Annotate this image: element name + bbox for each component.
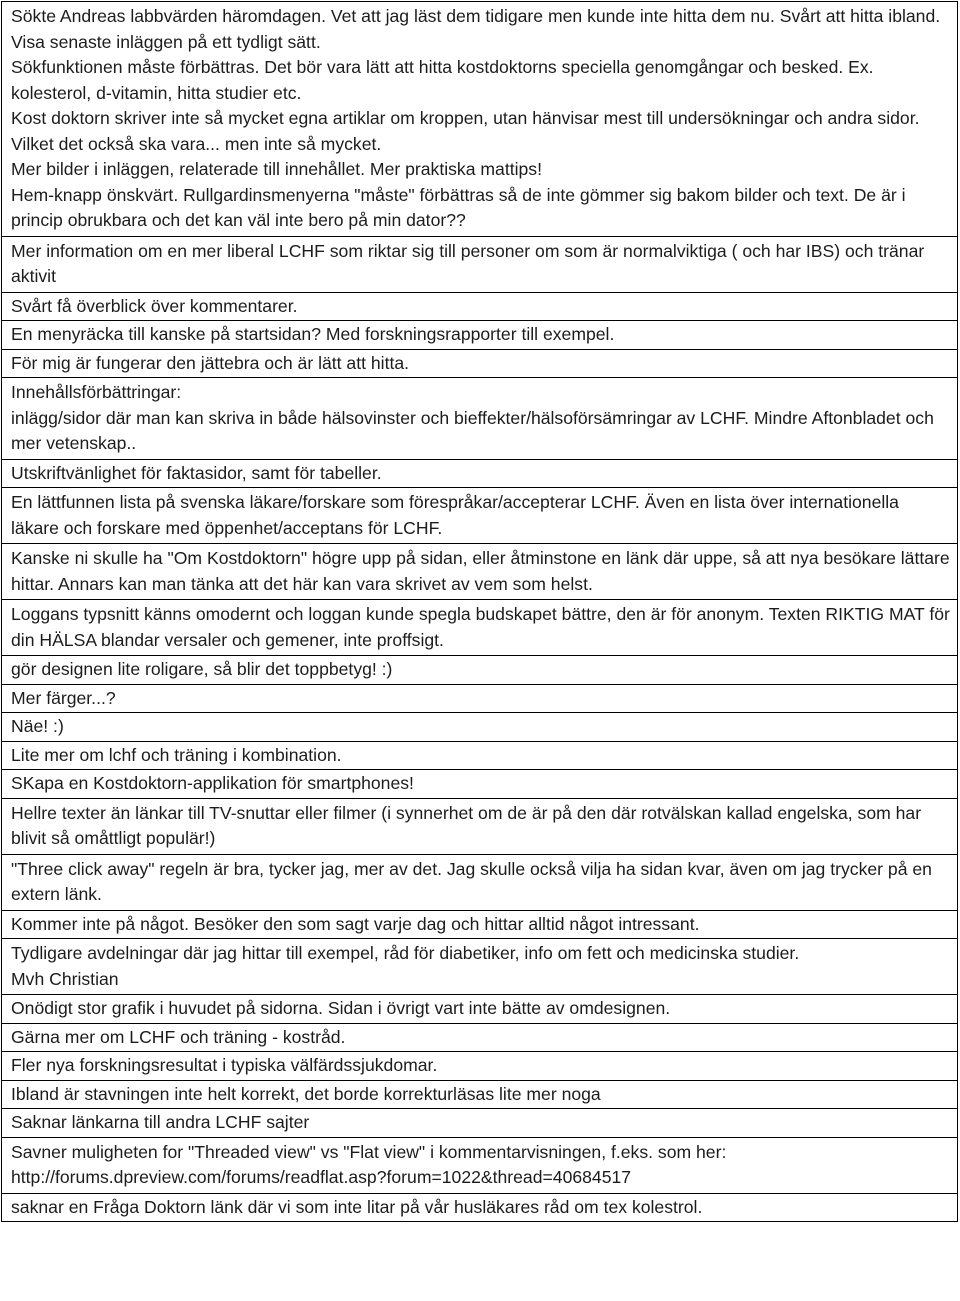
feedback-row [2, 544, 958, 600]
feedback-cell: Ibland är stavningen inte helt korrekt, det borde korrekturläsas lite mer noga [2, 1080, 958, 1109]
feedback-row [2, 854, 958, 910]
feedback-row [2, 600, 958, 656]
feedback-cell: Mer information om en mer liberal LCHF som riktar sig till personer om som är normalviktiga ( och har IBS) och tränar aktivit [2, 236, 958, 292]
feedback-row [2, 798, 958, 854]
feedback-cell: Sökte Andreas labbvärden häromdagen. Vet att jag läst dem tidigare men kunde inte hitta dem nu. Svårt att hitta ibland. Visa senaste inläggen på ett tydligt sätt. Sökfunktionen måste förbättras. Det bör vara lätt att hitta kostdoktorns speciella genomgångar och besked. Ex. kolesterol, d-vitamin, hitta studier etc. Kost doktorn skriver inte så mycket egna artiklar om kroppen, utan hänvisar mest till undersökningar och andra sidor. Vilket det också ska vara... men inte så mycket. Mer bilder i inläggen, relaterade till innehållet. Mer praktiska mattips! Hem-knapp önskvärt. Rullgardinsmenyerna "måste" förbättras så de inte gömmer sig bakom bilder och text. De är i princip obrukbara och det kan väl inte bero på min dator?? [2, 2, 958, 237]
feedback-cell: saknar en Fråga Doktorn länk där vi som inte litar på vår husläkares råd om tex kolestrol. [2, 1193, 958, 1222]
feedback-cell: SKapa en Kostdoktorn-applikation för smartphones! [2, 770, 958, 799]
feedback-cell: Onödigt stor grafik i huvudet på sidorna. Sidan i övrigt vart inte bätte av omdesignen. [2, 995, 958, 1024]
feedback-cell: Näe! :) [2, 713, 958, 742]
feedback-row [2, 349, 958, 378]
feedback-row [2, 2, 958, 237]
feedback-cell: För mig är fungerar den jättebra och är lätt att hitta. [2, 349, 958, 378]
feedback-cell: Tydligare avdelningar där jag hittar till exempel, råd för diabetiker, info om fett och medicinska studier. Mvh Christian [2, 939, 958, 995]
feedback-row [2, 656, 958, 685]
feedback-cell: Kanske ni skulle ha "Om Kostdoktorn" högre upp på sidan, eller åtminstone en länk där uppe, så att nya besökare lättare hittar. Annars kan man tänka att det här kan vara skrivet av vem som helst. [2, 544, 958, 600]
feedback-row [2, 321, 958, 350]
feedback-cell: "Three click away" regeln är bra, tycker jag, mer av det. Jag skulle också vilja ha sidan kvar, även om jag trycker på en extern länk. [2, 854, 958, 910]
feedback-cell: Savner muligheten for "Threaded view" vs "Flat view" i kommentarvisningen, f.eks. som her: http://forums.dpreview.com/forums/readflat.asp?forum=1022&thread=40684517 [2, 1137, 958, 1193]
feedback-row [2, 1080, 958, 1109]
feedback-cell: Innehållsförbättringar: inlägg/sidor där man kan skriva in både hälsovinster och bieffekter/hälsoförsämringar av LCHF. Mindre Aftonbladet och mer vetenskap.. [2, 378, 958, 460]
feedback-table [1, 1, 958, 1222]
feedback-cell: En menyräcka till kanske på startsidan? Med forskningsrapporter till exempel. [2, 321, 958, 350]
feedback-row [2, 236, 958, 292]
feedback-row [2, 1052, 958, 1081]
feedback-cell: Kommer inte på något. Besöker den som sagt varje dag och hittar alltid något intressant. [2, 910, 958, 939]
feedback-row [2, 292, 958, 321]
feedback-cell: Fler nya forskningsresultat i typiska välfärdssjukdomar. [2, 1052, 958, 1081]
feedback-row [2, 1023, 958, 1052]
feedback-cell: Saknar länkarna till andra LCHF sajter [2, 1109, 958, 1138]
feedback-row [2, 770, 958, 799]
feedback-row [2, 995, 958, 1024]
feedback-row [2, 1109, 958, 1138]
feedback-cell: gör designen lite roligare, så blir det toppbetyg! :) [2, 656, 958, 685]
feedback-cell: En lättfunnen lista på svenska läkare/forskare som förespråkar/accepterar LCHF. Även en lista över internationella läkare och forskare med öppenhet/acceptans för LCHF. [2, 488, 958, 544]
feedback-cell: Lite mer om lchf och träning i kombination. [2, 741, 958, 770]
feedback-row [2, 741, 958, 770]
feedback-cell: Hellre texter än länkar till TV-snuttar eller filmer (i synnerhet om de är på den där rotvälskan kallad engelska, som har blivit så omåttligt populär!) [2, 798, 958, 854]
feedback-cell: Gärna mer om LCHF och träning - kostråd. [2, 1023, 958, 1052]
feedback-row [2, 459, 958, 488]
feedback-cell: Utskriftvänlighet för faktasidor, samt för tabeller. [2, 459, 958, 488]
feedback-row [2, 488, 958, 544]
feedback-cell: Svårt få överblick över kommentarer. [2, 292, 958, 321]
feedback-row [2, 378, 958, 460]
feedback-row [2, 910, 958, 939]
feedback-row [2, 713, 958, 742]
feedback-row [2, 1193, 958, 1222]
feedback-row [2, 939, 958, 995]
feedback-row [2, 1137, 958, 1193]
feedback-cell: Loggans typsnitt känns omodernt och loggan kunde spegla budskapet bättre, den är för anonym. Texten RIKTIG MAT för din HÄLSA blandar versaler och gemener, inte proffsigt. [2, 600, 958, 656]
feedback-row [2, 684, 958, 713]
feedback-cell: Mer färger...? [2, 684, 958, 713]
